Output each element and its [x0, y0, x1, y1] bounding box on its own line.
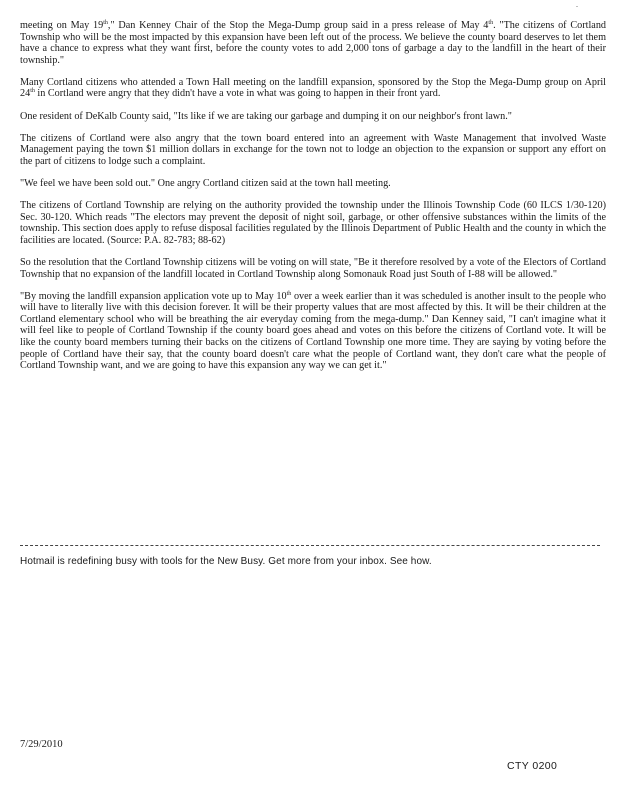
paragraph: [20, 291, 606, 372]
paragraph: [20, 178, 606, 190]
paragraph: [20, 133, 606, 168]
text-run: "By moving the landfill expansion application vote up to May 10: [20, 290, 287, 302]
ordinal-suffix: th: [488, 20, 494, 26]
text-run: "We feel we have been sold out." One angry Cortland citizen said at the town hall meeting.: [20, 177, 391, 189]
article-body: [20, 20, 606, 382]
text-run: in Cortland were angry that they didn't have a vote in what was going to happen in their front yard.: [34, 88, 441, 100]
ordinal-suffix: th: [286, 290, 292, 297]
text-run: meeting on May 19: [20, 20, 104, 31]
print-date: 7/29/2010: [20, 739, 63, 750]
top-mark: -: [576, 4, 578, 10]
text-run: The citizens of Cortland Township are relying on the authority provided the township under the Illinois Township Code (60 ILCS 1/30-120) Sec. 30-120. Which reads "The electors may prevent the deposit of night soil, garbage, or other offensive substances within the limits of the township. This section does apply to refuse disposal facilities regulated by the Illinois Department of Public Health and the county in which the facilities are located. (Source: P.A. 82-783; 88-62): [20, 200, 606, 246]
text-run: So the resolution that the Cortland Township citizens will be voting on will state, "Be it therefore resolved by a vote of the Electors of Cortland Township that no expansion of the landfill located in Cortland Township along Somonauk Road just South of I-88 will be allowed.": [20, 256, 606, 280]
bates-stamp: CTY 0200: [507, 760, 558, 772]
text-run: ," Dan Kenney Chair of the Stop the Mega-Dump group said in a press release of May 4: [107, 20, 489, 31]
text-run: over a week earlier than it was scheduled is another insult to the people who will have to literally live with this decision forever. It will be their property values that are most affected by this. It will be their children at the Cortland elementary school who will be breathing the air everyday coming from the mega-dump." Dan Kenney said, "I can't imagine what it will feel like to people of Cortland Township if the county board goes ahead and votes on this before the citizens of Cortland vote. It will be like the county board members turning their backs on the citizens of Cortland Township one more time. They are saying by voting before the people of Cortland have their say, that the county board doesn't care what the people of Cortland want, they don't care what the people of Cortland Township want, and we are going to have this expansion any way we can get it.": [20, 290, 606, 372]
paragraph: [20, 77, 606, 100]
paragraph: [20, 20, 606, 66]
text-run: The citizens of Cortland were also angry that the town board entered into an agreement with Waste Management that involved Waste Management paying the town $1 million dollars in exchange for the town not to lodge an objection to the expansion or support any effort on the part of citizens to lodge such a complaint.: [20, 132, 606, 167]
text-run: One resident of DeKalb County said, "Its like if we are taking our garbage and dumping it on our neighbor's front lawn.": [20, 110, 512, 122]
email-footer-note: Hotmail is redefining busy with tools for the New Busy. Get more from your inbox. See how.: [20, 556, 432, 567]
ordinal-suffix: th: [30, 88, 35, 95]
text-run: Many Cortland citizens who attended a Town Hall meeting on the landfill expansion, sponsored by the Stop the Mega-Dump group on April 24: [20, 76, 606, 100]
text-run: . "The citizens of Cortland Township who will be the most impacted by this expansion have been left out of the process. We believe the county board deserves to let them have a chance to express what they want first, before the county votes to add 2,000 tons of garbage a day to the landfill in the heart of their township.": [20, 20, 607, 66]
ordinal-suffix: th: [103, 20, 108, 26]
paragraph: [20, 200, 606, 246]
paragraph: [20, 111, 606, 123]
divider-line: [20, 545, 600, 546]
paragraph: [20, 257, 606, 280]
